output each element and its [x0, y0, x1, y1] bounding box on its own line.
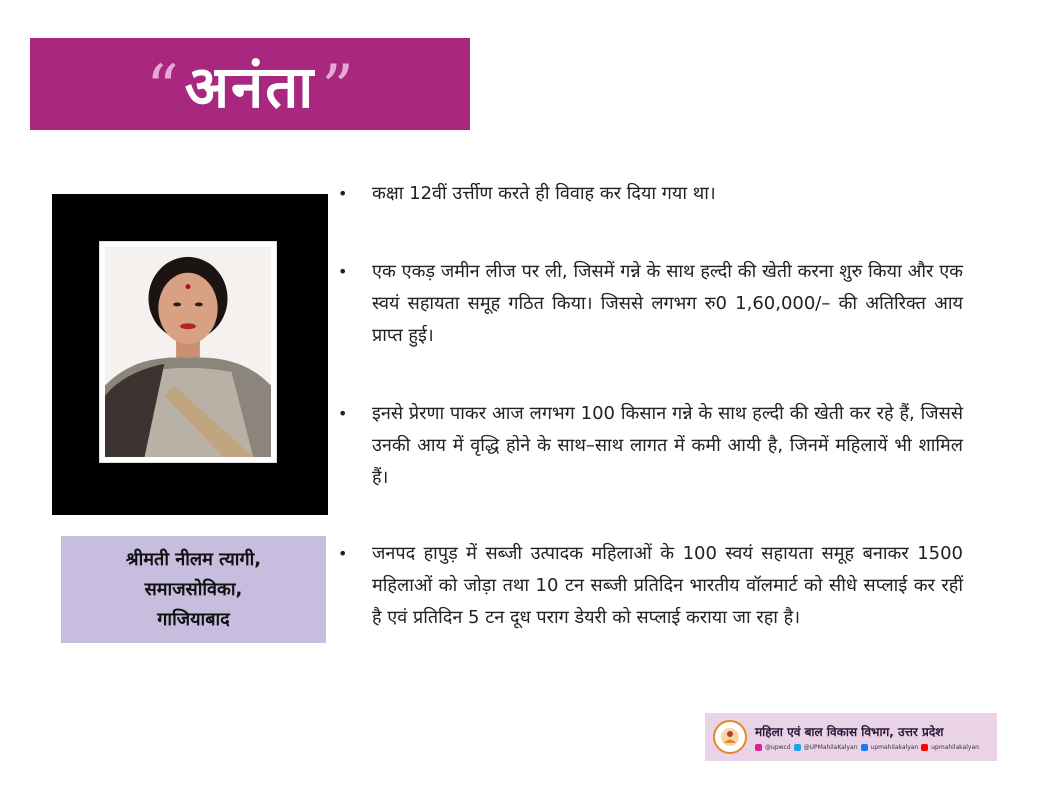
bullet-marker: • — [338, 404, 348, 423]
list-item — [338, 256, 963, 352]
facebook-handle[interactable]: upmahilakalyan — [870, 744, 919, 751]
quote-open-mark: “ — [145, 52, 179, 126]
quote-close-mark: ” — [321, 52, 355, 126]
list-item-text: इनसे प्रेरणा पाकर आज लगभग 100 किसान गन्ने के साथ हल्दी की खेती कर रहे हैं, जिससे उनकी आय में वृद्धि होने के साथ–साथ लागत में कमी आयी है, जिनमें महिलायें भी शामिल हैं। — [372, 403, 963, 488]
portrait-photo — [99, 241, 277, 463]
list-item — [338, 538, 963, 634]
instagram-icon — [755, 744, 762, 751]
list-item-text: एक एकड़ जमीन लीज पर ली, जिसमें गन्ने के साथ हल्दी की खेती करना शुरु किया और एक स्वयं सहायता समूह गठित किया। जिससे लगभग रु0 1,60,000/– की अतिरिक्त आय प्राप्त हुई। — [372, 261, 963, 346]
caption-location: गाजियाबाद — [157, 608, 230, 630]
bullet-marker: • — [338, 184, 348, 203]
twitter-handle[interactable]: @UPMahilaKalyan — [803, 744, 858, 751]
list-item-text: जनपद हापुड़ में सब्जी उत्पादक महिलाओं के 100 स्वयं सहायता समूह बनाकर 1500 महिलाओं को जोड़ा तथा 10 टन सब्जी प्रतिदिन भारतीय वॉलमार्ट को सीधे सप्लाई कर रहीं है एवं प्रतिदिन 5 टन दूध पराग डेयरी को सप्लाई कराया जा रहा है। — [372, 543, 963, 628]
portrait-illustration — [105, 247, 271, 457]
department-footer — [705, 713, 997, 761]
caption-role: समाजसोविका, — [144, 578, 243, 600]
name-caption — [61, 536, 326, 643]
photo-frame — [52, 194, 328, 515]
twitter-icon — [794, 744, 801, 751]
facebook-icon — [861, 744, 868, 751]
department-emblem-icon — [713, 720, 747, 754]
list-item — [338, 398, 963, 494]
social-handles — [755, 744, 979, 751]
list-item-text: कक्षा 12वीं उर्त्तीण करते ही विवाह कर दिया गया था। — [372, 183, 716, 204]
youtube-icon — [921, 744, 928, 751]
title-banner — [30, 38, 470, 130]
bullet-marker: • — [338, 544, 348, 563]
banner-title: अनंता — [184, 52, 316, 121]
caption-name: श्रीमती नीलम त्यागी, — [125, 548, 262, 570]
bullet-marker: • — [338, 262, 348, 281]
instagram-handle[interactable]: @upwcd — [765, 744, 791, 751]
youtube-handle[interactable]: upmahilakalyan — [931, 744, 979, 751]
list-item — [338, 178, 963, 210]
department-name: महिला एवं बाल विकास विभाग, उत्तर प्रदेश — [755, 725, 944, 739]
